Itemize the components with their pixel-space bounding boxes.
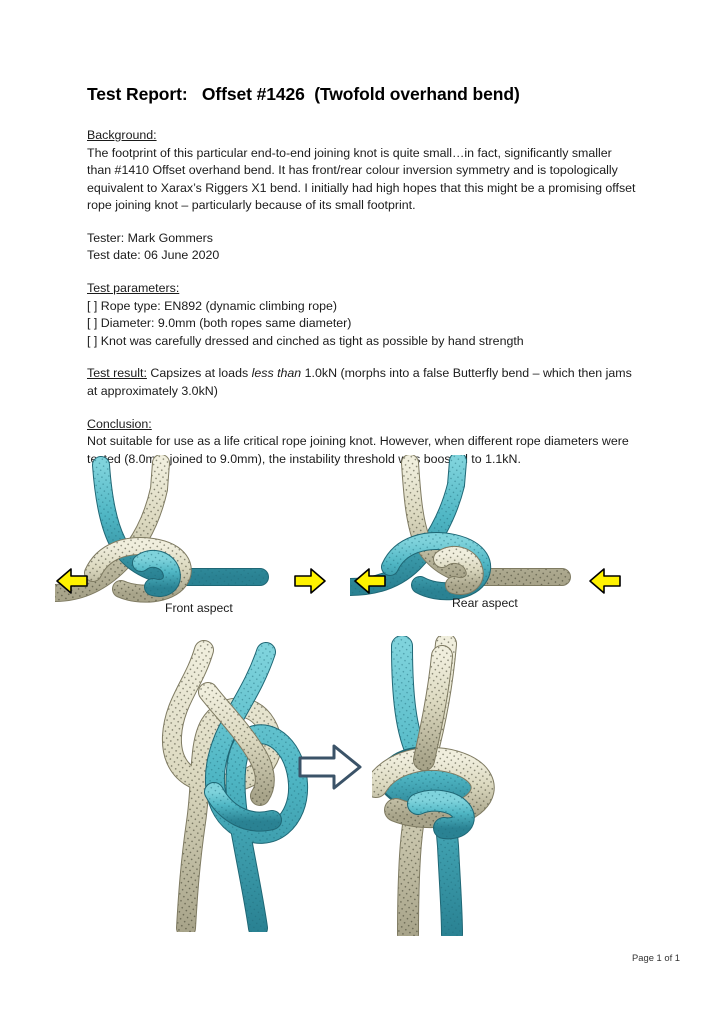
background-paragraph: The footprint of this particular end-to-end joining knot is quite small…in fact, significantly smaller than #1410 Offset overhand bend. It has front/rear colour inversion symmetry and is topologically equivalent to Xarax’s Riggers X1 bend. I initially had high hopes that this might be a promising offset rope joining knot – particularly because of its small footprint. (87, 145, 636, 213)
front-aspect-caption: Front aspect (165, 601, 233, 615)
test-result-label: Test result: (87, 366, 147, 381)
conclusion-heading: Conclusion: (87, 416, 152, 431)
right-arrow-icon (296, 740, 366, 795)
document-body (87, 84, 639, 468)
transition-arrow (296, 740, 366, 795)
test-result-paragraph (87, 365, 639, 400)
figure-dressed-knot (372, 636, 572, 936)
rear-aspect-illustration (350, 455, 640, 605)
rear-aspect-caption: Rear aspect (452, 596, 518, 610)
test-parameter-item: [ ] Diameter: 9.0mm (both ropes same diameter) (87, 316, 352, 331)
conclusion-paragraph: Not suitable for use as a life critical rope joining knot. However, when different rope diameters were tested (8.0mm joined to 9.0mm), the instability threshold was boosted to 1.1kN. (87, 434, 629, 466)
test-result-text-part1: Capsizes at loads (146, 366, 252, 381)
tester-line: Tester: Mark Gommers (87, 230, 213, 245)
dressed-knot-illustration (372, 636, 572, 936)
figure-front-aspect (55, 455, 345, 605)
figure-rear-aspect (350, 455, 640, 605)
test-parameter-item: [ ] Knot was carefully dressed and cinched as tight as possible by hand strength (87, 333, 524, 348)
test-parameter-item: [ ] Rope type: EN892 (dynamic climbing rope) (87, 298, 337, 313)
load-arrow-right (295, 569, 325, 593)
page-footer: Page 1 of 1 (632, 952, 680, 963)
test-result-emphasis: less than (251, 366, 302, 381)
background-heading: Background: (87, 128, 157, 142)
test-result-text-part2: 1.0kN (morphs into a false Butterfly bend – which then jams at approximately 3.0kN) (87, 366, 632, 398)
page-title: Test Report: Offset #1426 (Twofold overhand bend) (87, 84, 520, 104)
test-parameters-heading: Test parameters: (87, 281, 180, 296)
load-arrow-right (590, 569, 620, 593)
front-aspect-illustration (55, 455, 345, 605)
test-date-line: Test date: 06 June 2020 (87, 248, 220, 263)
